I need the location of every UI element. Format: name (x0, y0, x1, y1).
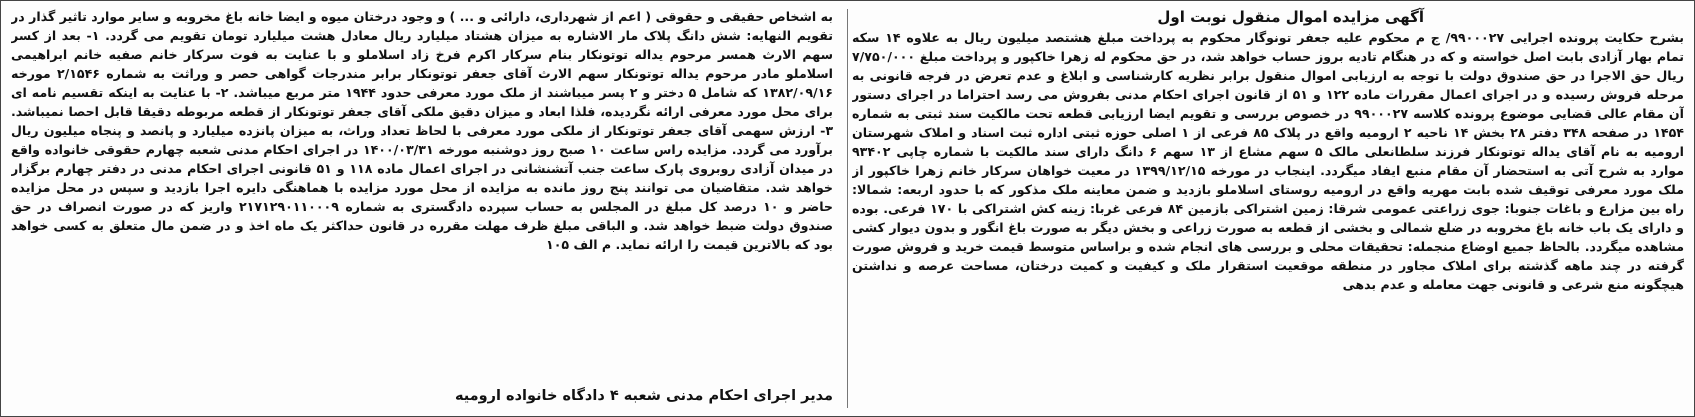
notice-signature: مدیر اجرای احکام مدنی شعبه ۴ دادگاه خانواده ارومیه (454, 388, 833, 404)
notice-title: آگهی مزایده اموال منقول نوبت اول (1157, 8, 1424, 26)
notice-left-column (11, 7, 833, 410)
notice-body-part-1: بشرح حکایت پرونده اجرایی ۹۹۰۰۰۲۷/ ج م محکوم علیه جعفر تونوگار محکوم به پرداخت مبلغ هشتصد میلیون ریال به علاوه ۱۴ سکه تمام بهار آزادی بابت اصل خواسته و که در هنگام تادیه بروز حساب خواهد شد، در حق محکوم له زهرا خاکپور و پرداخت مبلغ ۷/۷۵۰/۰۰۰ ریال حق الاجرا در حق صندوق دولت با توجه به ارزیابی اموال منقول برابر نظریه کارشناسی و ابلاغ و عدم تعرض در فرجه قانونی به مرحله فروش رسیده و در اجرای اعمال مقررات ماده ۱۲۲ و ۵۱ از قانون اجرای احکام مدنی بفروش می رسد احتراما در اجرای دستور آن مقام عالی قضایی موضوع پرونده کلاسه ۹۹۰۰۰۲۷ در خصوص بررسی و تقویم ایضا ارزیابی قطعه تحت مالکیت سند ثبتی به شماره ۱۴۵۴ در صفحه ۳۴۸ دفتر ۲۸ بخش ۱۴ ناحیه ۲ ارومیه واقع در پلاک ۸۵ فرعی از ۱ اصلی حوزه ثبتی اداره ثبت اسناد و املاک شهرستان ارومیه به نام آقای یداله توتونکار فرزند سلطانعلی مالک ۵ سهم مشاع از ۱۳ سهم ۶ دانگ دارای سند مالکیت با شماره چاپی ۹۳۴۰۲ موارد به شرح آتی به استحضار آن مقام منبع ایفاد میگردد. اینجاب در مورخه ۱۳۹۹/۱۲/۱۵ در معیت خواهان سرکار خانم زهرا خاکپور از ملک مورد معرفی توقیف شده بابت مهریه واقع در ارومیه روستای اسلاملو بازدید و ضمن معاینه ملک مذکور که با حدود اربعه: شمالا: راه بین مزارع و باغات جنوبا: جوی زراعتی عمومی شرقا: زمین اشتراکی بازمین ۸۴ فرعی غربا: زینه کش اشتراکی با ۱۷۰ فرعی. بوده و دارای یک باب خانه باغ مخروبه در ضلع شمالی و بخشی از قطعه به صورت زراعی و بخش دیگر به صورت باغ انگور و بدون دیوار کشی مشاهده میگردد. بالحاظ جمیع اوضاع منجمله: تحقیقات محلی و بررسی های انجام شده و براساس متوسط قیمت خرید و فروش صورت گرفته در چند ماهه گذشته برای املاک مجاور در منطقه موقعیت استقرار ملک و کیفیت و کمیت درختان، مساحت عرصه و نداشتن هیچگونه منع شرعی و قانونی جهت معامله و عدم بدهی (852, 30, 1684, 292)
column-divider (847, 9, 848, 408)
notice-body-part-2: به اشخاص حقیقی و حقوقی ( اعم از شهرداری، دارائی و ... ) و وجود درختان میوه و ایضا خانه باغ مخروبه و سایر موارد تاثیر گذار در تقویم النهایه: شش دانگ پلاک مار الاشاره به میزان هشتاد میلیارد ریال معادل هشت میلیارد تومان تقویم می گردد. ۱- بعد از کسر سهم الارث همسر مرحوم یداله توتونکار بنام سرکار اکرم فرخ زاد اسلاملو و با عنایت به فوت سرکار خانم صفیه خانم ابراهیمی اسلاملو مادر مرحوم یداله توتونکار سهم الارث آقای جعفر توتونکار برابر مندرجات گواهی حصر و وراثت به شماره ۲/۱۵۴۶ مورخه ۱۳۸۲/۰۹/۱۶ که شامل ۵ دختر و ۲ پسر میباشند از ملک مورد معرفی حدود ۱۹۴۴ متر مربع میباشد. ۲- با عنایت به اینکه تقسیم نامه ای برای محل مورد معرفی ارائه نگردیده، فلذا ابعاد و میزان دقیق ملکی آقای جعفر توتونکار از قطعه مربوطه دقیقا قابل احصا نمیباشد. ۳- ارزش سهمی آقای جعفر توتونکار از ملکی مورد معرفی با لحاظ تعداد وراث، به میزان پانزده میلیارد و پانصد و پنجاه میلیون ریال برآورد می گردد. مزایده راس ساعت ۱۰ صبح روز دوشنبه مورخه ۱۴۰۰/۰۳/۳۱ در اجرای احکام مدنی شعبه چهارم حقوقی خانواده واقع در میدان آزادی روبروی پارک ساعت جنب آتشنشانی در اجرای اعمال ماده ۱۱۸ و ۵۱ قانونی اجرای احکام مدنی در دفتر چهارم برگزار خواهد شد. متقاضیان می توانند پنج روز مانده به مزایده از محل مورد مزایده با هماهنگی دایره اجرا بازدید و سپس در محل مزایده حاضر و ۱۰ درصد کل مبلغ در المجلس به حساب سپرده دادگستری به شماره ۲۱۷۱۲۹۰۱۱۰۰۰۹ واریز که در صورت انصراف در حق صندوق دولت ضبط خواهد شد. و الباقی مبلغ ظرف مهلت مقرره در قانون حداکثر یک ماه اخذ و در ضمن مال متعلق به کسی خواهد بود که بالاترین قیمت را ارائه نماید. م الف ۱۰۵ (11, 9, 833, 252)
notice-right-column (852, 7, 1684, 410)
